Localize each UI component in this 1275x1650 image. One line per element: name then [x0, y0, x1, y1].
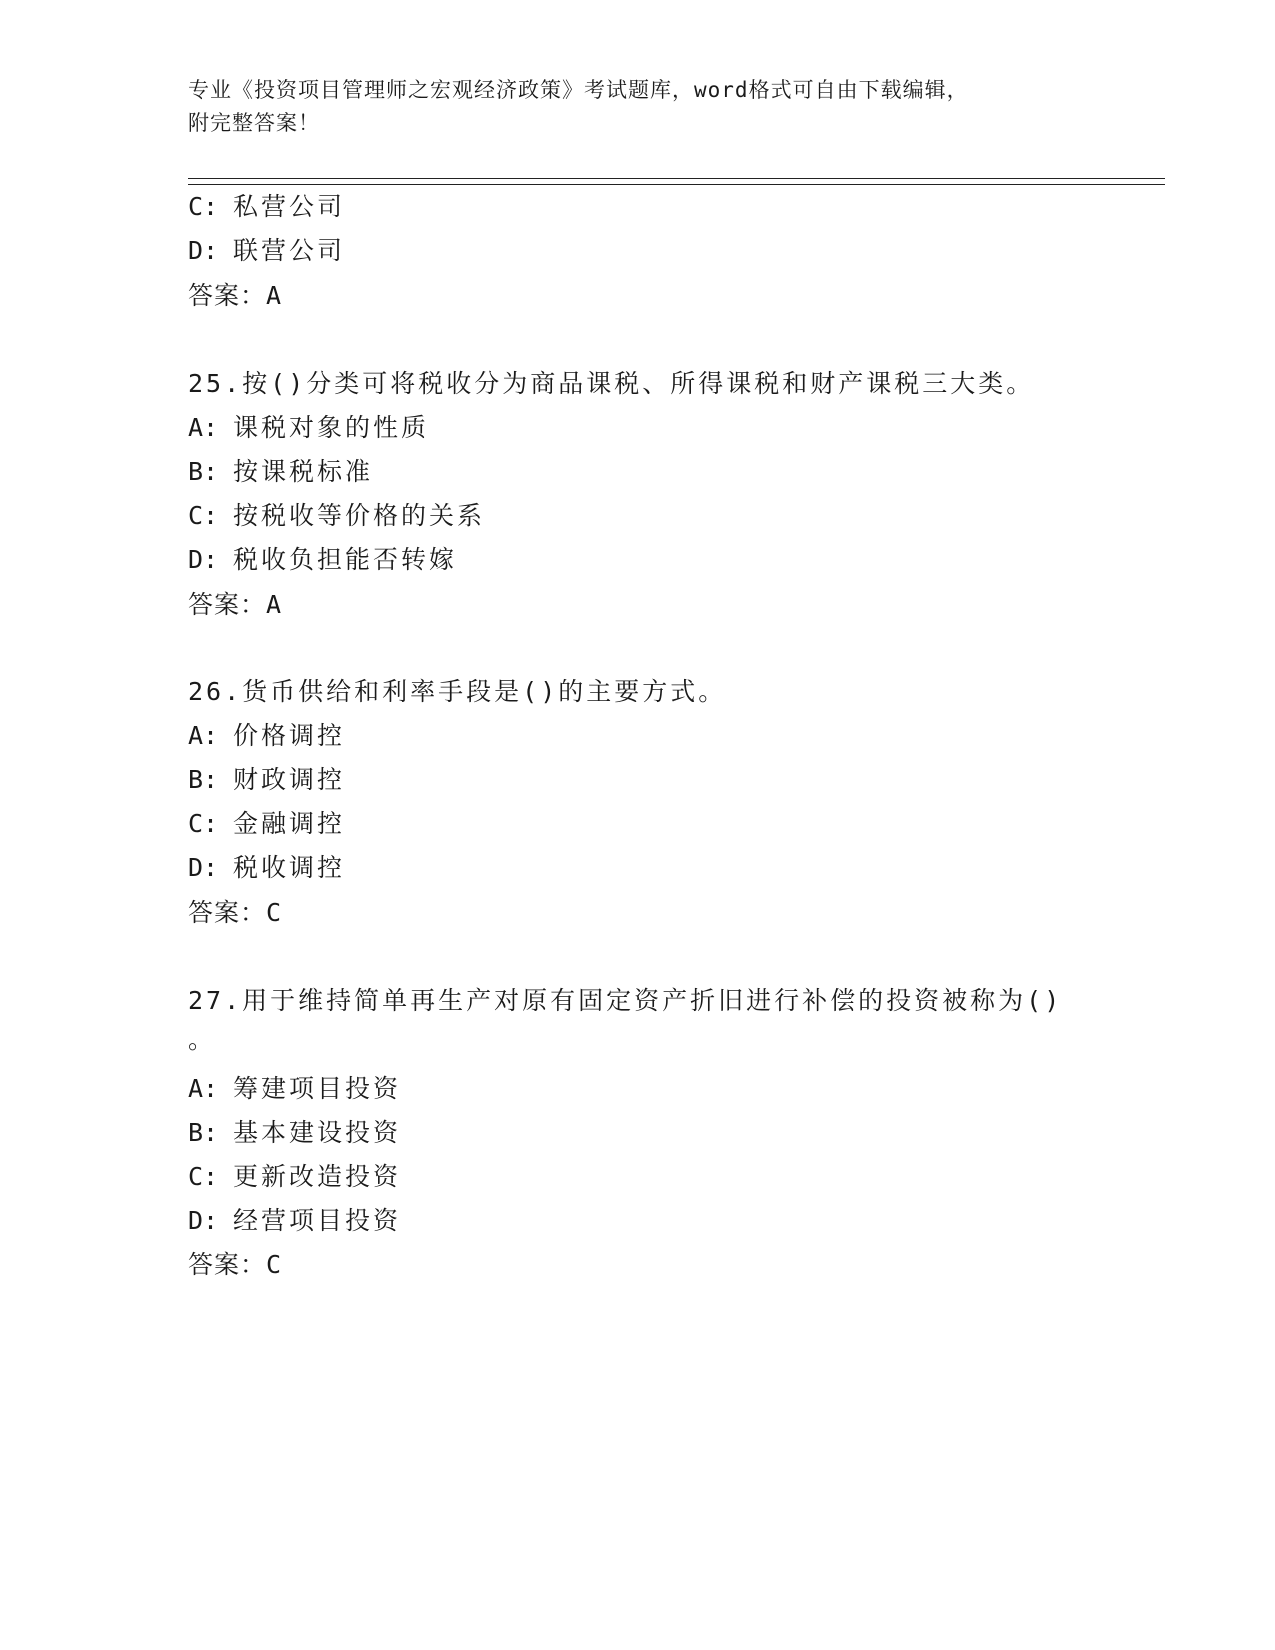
option-text: 联营公司 [233, 236, 346, 265]
option-letter: D: [188, 236, 219, 265]
option-line [188, 544, 457, 576]
option-letter: B: [188, 1118, 219, 1147]
option-text: 按税收等价格的关系 [233, 501, 486, 530]
option-line [188, 720, 345, 752]
question-stem: 27.用于维持简单再生产对原有固定资产折旧进行补偿的投资被称为() [188, 986, 1063, 1015]
option-line [188, 235, 345, 267]
answer-line [188, 897, 281, 929]
option-text: 按课税标准 [233, 457, 374, 486]
answer-line [188, 1249, 281, 1281]
document-header [188, 74, 1088, 140]
answer-label: 答案： [188, 590, 267, 619]
option-letter: C: [188, 501, 219, 530]
option-line [188, 191, 345, 223]
option-text: 课税对象的性质 [233, 413, 430, 442]
answer-label: 答案： [188, 1250, 267, 1279]
option-letter: C: [188, 1162, 219, 1191]
option-letter: B: [188, 765, 219, 794]
option-line [188, 500, 485, 532]
answer-label: 答案： [188, 281, 267, 310]
answer-value: C [266, 898, 282, 927]
header-line-1: 专业《投资项目管理师之宏观经济政策》考试题库，word格式可自由下载编辑， [188, 78, 969, 102]
option-line [188, 456, 373, 488]
option-text: 金融调控 [233, 809, 346, 838]
option-line [188, 1161, 401, 1193]
option-letter: D: [188, 1206, 219, 1235]
answer-line [188, 280, 281, 312]
answer-value: C [266, 1250, 282, 1279]
answer-value: A [266, 281, 282, 310]
option-text: 筹建项目投资 [233, 1074, 402, 1103]
option-line [188, 412, 429, 444]
option-line [188, 1117, 401, 1149]
question-stem-continuation: 。 [188, 1025, 217, 1054]
option-letter: D: [188, 545, 219, 574]
option-letter: B: [188, 457, 219, 486]
option-text: 价格调控 [233, 721, 346, 750]
option-line [188, 1073, 401, 1105]
option-text: 税收调控 [233, 853, 346, 882]
option-text: 基本建设投资 [233, 1118, 402, 1147]
option-line [188, 764, 345, 796]
question-stem: 26.货币供给和利率手段是()的主要方式。 [188, 677, 727, 706]
option-letter: C: [188, 192, 219, 221]
option-text: 经营项目投资 [233, 1206, 402, 1235]
option-text: 私营公司 [233, 192, 346, 221]
answer-line [188, 589, 281, 621]
option-letter: A: [188, 721, 219, 750]
option-line [188, 1205, 401, 1237]
option-letter: A: [188, 413, 219, 442]
answer-label: 答案： [188, 898, 267, 927]
option-letter: A: [188, 1074, 219, 1103]
header-divider-bottom [188, 184, 1165, 185]
header-line-2: 附完整答案！ [188, 111, 320, 135]
option-letter: C: [188, 809, 219, 838]
option-text: 更新改造投资 [233, 1162, 402, 1191]
option-letter: D: [188, 853, 219, 882]
answer-value: A [266, 590, 282, 619]
header-divider-top [188, 178, 1165, 179]
option-line [188, 852, 345, 884]
question-stem: 25.按()分类可将税收分为商品课税、所得课税和财产课税三大类。 [188, 369, 1035, 398]
option-text: 财政调控 [233, 765, 346, 794]
option-text: 税收负担能否转嫁 [233, 545, 458, 574]
option-line [188, 808, 345, 840]
